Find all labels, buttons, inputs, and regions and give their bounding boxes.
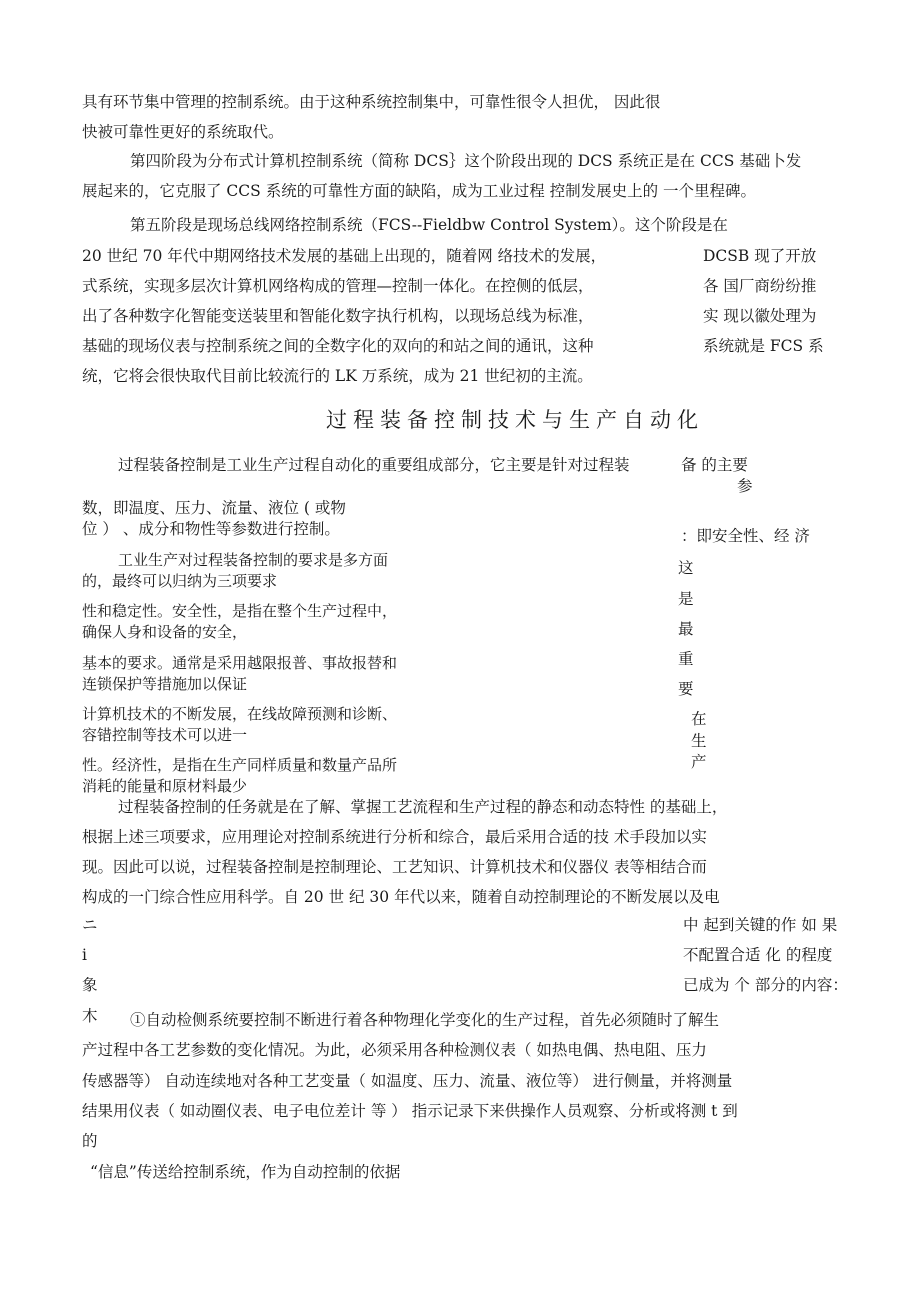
text-line: 连锁保护等措施加以保证 (82, 675, 248, 693)
text-line: 产过程中各工艺参数的变化情况。为此，必须采用各种检测仪表（ 如热电偶、热电阻、压力 (82, 1041, 707, 1059)
text-line: 的，最终可以归纳为三项要求 (82, 572, 278, 590)
text-line: 系统就是 FCS 系 (703, 337, 824, 355)
clipped-char (691, 752, 715, 771)
text-char: 最 (678, 620, 694, 638)
text-line: 数，即温度、压力、流量、液位 ( 或物 (82, 499, 346, 517)
text-line: 过程装备控制是工业生产过程自动化的重要组成部分，它主要是针对过程装 (118, 456, 630, 474)
text-line: 过程装备控制的任务就是在了解、掌握工艺流程和生产过程的静态和动态特性 的基础上， (118, 798, 728, 816)
text-char: і (82, 946, 87, 964)
text-line: ：即安全性、经 济 (681, 527, 810, 545)
text-line: 具有环节集中管理的控制系统。由于这种系统控制集中，可靠性很令人担优， 因此很 (82, 93, 661, 111)
text-line: 计算机技术的不断发展，在线故障预测和诊断、 (82, 705, 398, 723)
text-line: 结果用仪表（ 如动圈仪表、电子电位差计 等 ） 指示记录下来供操作人员观察、分析或将测 t 到 (82, 1102, 738, 1120)
text-char: 象 (82, 976, 98, 994)
text-char: 这 (678, 559, 694, 577)
text-char: 木 (82, 1007, 98, 1025)
text-line: 第五阶段是现场总线网络控制系统（FCS--Fieldbw Control System）。这个阶段是在 (130, 216, 728, 234)
text-line: 统，它将会很快取代目前比较流行的 LK 万系统，成为 21 世纪初的主流。 (82, 367, 593, 385)
text-line: 各 国厂商纷纷推 (703, 277, 817, 295)
text-line: DCSB 现了开放 (703, 247, 817, 265)
text-line: 容错控制等技术可以进一 (82, 726, 248, 744)
clipped-char (82, 975, 98, 995)
text-line: 展起来的，它克服了 CCS 系统的可靠性方面的缺陷，成为工业过程 控制发展史上的 一个里程碑。 (82, 182, 757, 200)
text-line: 快被可靠性更好的系统取代。 (82, 123, 284, 141)
text-char: 重 (678, 650, 694, 668)
text-line: 基础的现场仪表与控制系统之间的全数字化的双向的和站之间的通讯，这种 (82, 337, 594, 355)
text-char: 在 (691, 710, 707, 728)
text-line: 出了各种数字化智能变送装里和智能化数字执行机构，以现场总线为标准， (82, 307, 594, 325)
text-line: 基本的要求。通常是采用越限报普、事故报替和 (82, 654, 398, 672)
clipped-char (82, 945, 88, 965)
text-char: 产 (691, 753, 707, 771)
text-line: 工业生产对过程装备控制的要求是多方面 (118, 551, 389, 569)
text-line: 位 ） 、成分和物性等参数进行控制。 (82, 520, 340, 538)
text-line: 不配置合适 化 的程度 (683, 946, 833, 964)
text-char: 是 (678, 590, 694, 608)
text-line: 第四阶段为分布式计算机控制系统（简称 DCS｝这个阶段出现的 DCS 系统正是在 CCS 基础卜发 (130, 152, 802, 170)
text-line: 实 现以徽处理为 (703, 307, 817, 325)
text-line: 根据上述三项要求，应用理论对控制系统进行分析和综合，最后采用合适的技 术手段加以实 (82, 828, 707, 846)
text-line: 构成的一门综合性应用科学。自 20 世 纪 30 年代以来，随着自动控制理论的不断发展以及电 (82, 888, 720, 906)
text-line: 20 世纪 70 年代中期网络技术发展的基础上出现的，随着网 络技术的发展， (82, 247, 607, 265)
text-line: 备 的主要 (681, 456, 748, 474)
section-title: 过程装备控制技术与生产自动化 (326, 408, 704, 432)
text-line: 性和稳定性。安全性，是指在整个生产过程中， (82, 602, 398, 620)
text-line: 确保人身和设备的安全， (82, 623, 248, 641)
text-line: 消耗的能量和原材料最少 (82, 777, 248, 795)
clipped-char (82, 915, 98, 935)
text-line: 现。因此可以说，过程装备控制是控制理论、工艺知识、计算机技术和仪器仪 表等相结合而 (82, 858, 707, 876)
text-line: 参 (737, 477, 753, 495)
text-line: 的 (82, 1132, 98, 1150)
text-char: 要 (678, 680, 694, 698)
text-line: 中 起到关键的作 如 果 (683, 916, 838, 934)
text-line: “信息”传送给控制系统，作为自动控制的依据 (90, 1163, 401, 1181)
clipped-char (82, 1006, 98, 1026)
text-line: 传感器等） 自动连续地对各种工艺变量（ 如温度、压力、流量、液位等） 进行侧量，并将测量 (82, 1072, 733, 1090)
text-line: ①自动检侧系统要控制不断进行着各种物理化学变化的生产过程，首先必须随时了解生 (130, 1011, 720, 1029)
text-line: 式系统，实现多层次计算机网络构成的管理—控制一体化。在控侧的低层， (82, 277, 594, 295)
text-char: ニ (82, 916, 98, 934)
text-line: 性。经济性，是指在生产同样质量和数量产品所 (82, 756, 398, 774)
text-char: 生 (691, 732, 707, 750)
clipped-line (82, 776, 442, 795)
text-line: 已成为 个 部分的内容： (683, 976, 848, 994)
